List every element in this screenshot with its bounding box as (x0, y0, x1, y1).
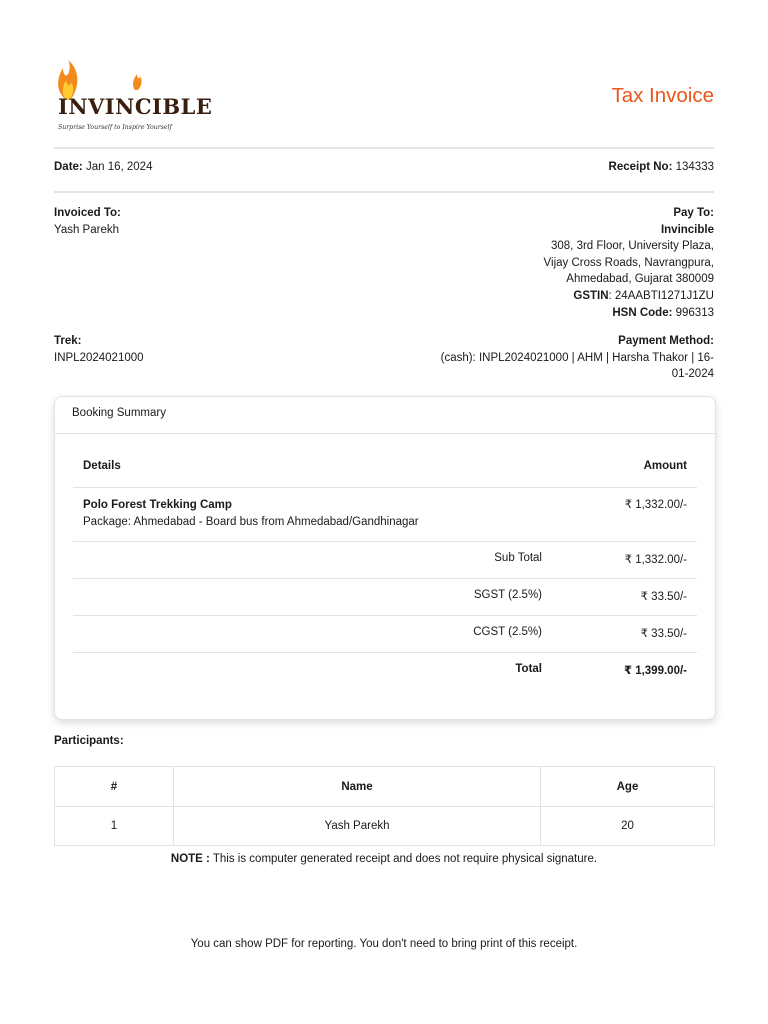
gstin-label: GSTIN (573, 289, 609, 302)
meta-row (54, 161, 714, 173)
col-amount: Amount (643, 460, 687, 472)
total-value: ₹ 1,399.00/- (624, 664, 687, 677)
table-row (55, 807, 715, 846)
booking-summary-title: Booking Summary (55, 397, 715, 434)
page-title: Tax Invoice (611, 84, 714, 107)
booking-summary-card (54, 396, 716, 720)
table-row (73, 615, 697, 652)
table-row (73, 578, 697, 615)
sgst-value: ₹ 33.50/- (640, 590, 687, 603)
hsn-label: HSN Code: (612, 306, 673, 319)
gstin-line (544, 288, 714, 305)
col-age: Age (541, 767, 715, 807)
hsn-value: 996313 (675, 306, 714, 319)
trek-block (54, 333, 144, 383)
item-amount: ₹ 1,332.00/- (624, 498, 687, 511)
hsn-line (544, 305, 714, 322)
receipt-value: 134333 (675, 161, 714, 173)
pay-to-block (544, 205, 714, 321)
cgst-value: ₹ 33.50/- (640, 627, 687, 640)
item-details (73, 487, 552, 541)
pay-to-company: Invincible (660, 223, 714, 236)
sgst-label: SGST (2.5%) (473, 588, 542, 601)
logo-tagline: Surprise Yourself to Inspire Yourself (58, 124, 172, 131)
invoiced-to-label: Invoiced To: (54, 207, 121, 219)
subtotal-label: Sub Total (494, 551, 542, 564)
divider (54, 191, 714, 193)
divider (54, 147, 714, 149)
invoiced-to-block (54, 205, 121, 321)
payment-line: 01-2024 (671, 368, 714, 381)
col-details: Details (83, 460, 121, 472)
brand-logo (52, 60, 213, 138)
date-field (54, 161, 152, 173)
participants-label: Participants: (54, 735, 124, 747)
trek-label: Trek: (54, 335, 82, 347)
note-text: This is computer generated receipt and does not require physical signature. (209, 853, 598, 865)
gstin-value: : 24AABTI1271J1ZU (608, 289, 714, 302)
participant-age: 20 (541, 807, 715, 846)
subtotal-value: ₹ 1,332.00/- (624, 553, 687, 566)
table-header-row (73, 449, 697, 487)
address-line: 308, 3rd Floor, University Plaza, (551, 240, 714, 253)
note-label: NOTE : (170, 853, 210, 865)
table-row (73, 652, 697, 689)
table-header-row (55, 767, 715, 807)
note (0, 853, 768, 865)
total-label: Total (515, 662, 542, 675)
receipt-field (609, 161, 714, 173)
address-line: Ahmedabad, Gujarat 380009 (566, 273, 714, 286)
invoiced-to-name: Yash Parekh (54, 223, 119, 236)
date-label: Date: (54, 161, 83, 173)
cgst-label: CGST (2.5%) (473, 625, 542, 638)
trek-value: INPL2024021000 (54, 351, 144, 364)
table-row (73, 487, 697, 541)
payment-label: Payment Method: (618, 335, 714, 347)
participants-table (54, 766, 715, 846)
participant-number: 1 (55, 807, 174, 846)
col-number: # (55, 767, 174, 807)
pay-to-label: Pay To: (673, 207, 714, 219)
footer-text: You can show PDF for reporting. You don't need to bring print of this receipt. (190, 938, 578, 950)
payment-block (441, 333, 714, 383)
receipt-label: Receipt No: (608, 161, 673, 173)
logo-wordmark: INVINCIBLE (58, 94, 213, 119)
booking-summary-table (73, 449, 697, 689)
trek-payment-row (54, 333, 714, 383)
participant-name: Yash Parekh (174, 807, 541, 846)
date-value: Jan 16, 2024 (85, 161, 153, 173)
item-name: Polo Forest Trekking Camp (83, 498, 232, 511)
payment-line: (cash): INPL2024021000 | AHM | Harsha Thakor | 16- (440, 351, 714, 364)
address-line: Vijay Cross Roads, Navrangpura, (543, 256, 714, 269)
table-row (73, 541, 697, 578)
col-name: Name (174, 767, 541, 807)
parties-row (54, 205, 714, 321)
item-package: Package: Ahmedabad - Board bus from Ahmedabad/Gandhinagar (83, 515, 419, 528)
